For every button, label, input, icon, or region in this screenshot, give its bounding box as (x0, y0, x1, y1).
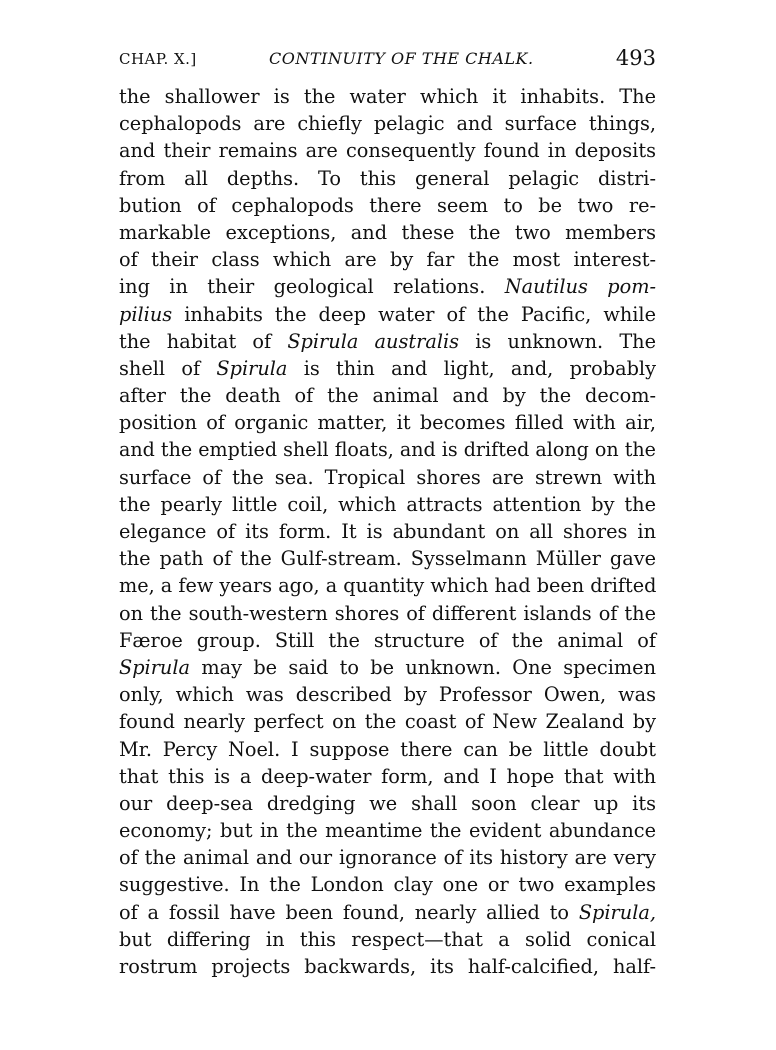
body-text (119, 83, 656, 980)
text-run: but differing in this respect—that a solid conical (119, 927, 656, 951)
text-line (119, 763, 656, 790)
text-line (119, 790, 656, 817)
text-line (119, 246, 656, 273)
text-line (119, 110, 656, 137)
text-line (119, 708, 656, 735)
text-run: is unknown. The (459, 329, 657, 353)
text-run: me, a few years ago, a quantity which had been drifted (119, 574, 657, 598)
text-run: elegance of its form. It is abundant on all shores in (119, 520, 656, 543)
text-run: the habitat of (119, 329, 288, 353)
text-run: our deep-sea dredging we shall soon clear up its (119, 791, 656, 815)
text-run: surface of the sea. Tropical shores are strewn with (119, 465, 656, 489)
italic-text: pilius (119, 302, 173, 326)
text-run: and their remains are consequently found in deposits (119, 139, 656, 163)
text-run: only, which was described by Professor Owen, was (119, 683, 656, 707)
text-line (119, 464, 656, 491)
text-line (119, 736, 656, 763)
text-run: inhabits the deep water of the Pacific, while (172, 302, 656, 326)
text-line (119, 817, 656, 844)
italic-text: Spirula, (578, 900, 656, 924)
text-line (119, 545, 656, 572)
text-line (119, 518, 656, 545)
text-run: Mr. Percy Noel. I suppose there can be little doubt (119, 737, 656, 761)
text-line (119, 219, 656, 246)
text-run: the shallower is the water which it inhabits. The (119, 85, 656, 108)
text-run: Fӕroe group. Still the structure of the animal of (119, 628, 656, 652)
text-line (119, 572, 656, 599)
text-run: ing in their geological relations. (119, 275, 505, 299)
text-run: cephalopods are chiefly pelagic and surface things, (119, 112, 656, 136)
text-line (119, 382, 656, 409)
text-line (119, 654, 656, 681)
italic-text: Spirula (216, 356, 288, 380)
text-run: is thin and light, and, probably (287, 356, 656, 380)
text-line (119, 301, 656, 328)
text-line (119, 165, 656, 192)
text-run: bution of cephalopods there seem to be two re- (119, 193, 656, 217)
text-run: the pearly little coil, which attracts attention by the (119, 492, 656, 516)
text-line (119, 681, 656, 708)
text-line (119, 491, 656, 518)
text-line (119, 926, 656, 953)
text-line (119, 192, 656, 219)
text-run: may be said to be unknown. One specimen (190, 655, 656, 679)
text-line (119, 899, 656, 926)
text-line (119, 328, 656, 355)
text-line (119, 137, 656, 164)
text-line (119, 355, 656, 382)
text-run: economy; but in the meantime the evident abundance (119, 819, 656, 843)
text-run: and the emptied shell floats, and is drifted along on the (119, 438, 656, 462)
text-run: that this is a deep-water form, and I hope that with (119, 764, 656, 788)
chapter-label: CHAP. X.] (119, 50, 197, 68)
text-run: markable exceptions, and these the two members (119, 220, 656, 244)
text-line (119, 953, 656, 980)
text-run: found nearly perfect on the coast of New Zealand by (119, 710, 656, 734)
running-title: CONTINUITY OF THE CHALK. (269, 49, 534, 68)
text-run: position of organic matter, it becomes filled with air, (119, 411, 656, 435)
text-run: of a fossil have been found, nearly allied to (119, 900, 579, 924)
text-line (119, 600, 656, 627)
text-line (119, 83, 656, 110)
page-number: 493 (615, 46, 656, 70)
page-header (119, 46, 656, 74)
text-run: after the death of the animal and by the decom- (119, 384, 656, 408)
text-run: on the south-western shores of different islands of the (119, 601, 656, 625)
text-line (119, 871, 656, 898)
italic-text: Nautilus pom- (504, 275, 657, 299)
text-run: shell of (119, 356, 217, 380)
text-line (119, 273, 656, 300)
italic-text: Spirula australis (287, 329, 460, 353)
text-run: the path of the Gulf-stream. Sysselmann Müller gave (119, 547, 656, 571)
text-run: of their class which are by far the most interest- (119, 248, 656, 272)
text-run: suggestive. In the London clay one or two examples (119, 873, 656, 897)
text-line (119, 436, 656, 463)
text-line (119, 844, 656, 871)
text-line (119, 409, 656, 436)
italic-text: Spirula (119, 655, 191, 679)
text-run: rostrum projects backwards, its half-calcified, half- (119, 955, 656, 978)
text-run: of the animal and our ignorance of its history are very (119, 846, 656, 870)
text-line (119, 627, 656, 654)
text-run: from all depths. To this general pelagic distri- (119, 166, 656, 190)
